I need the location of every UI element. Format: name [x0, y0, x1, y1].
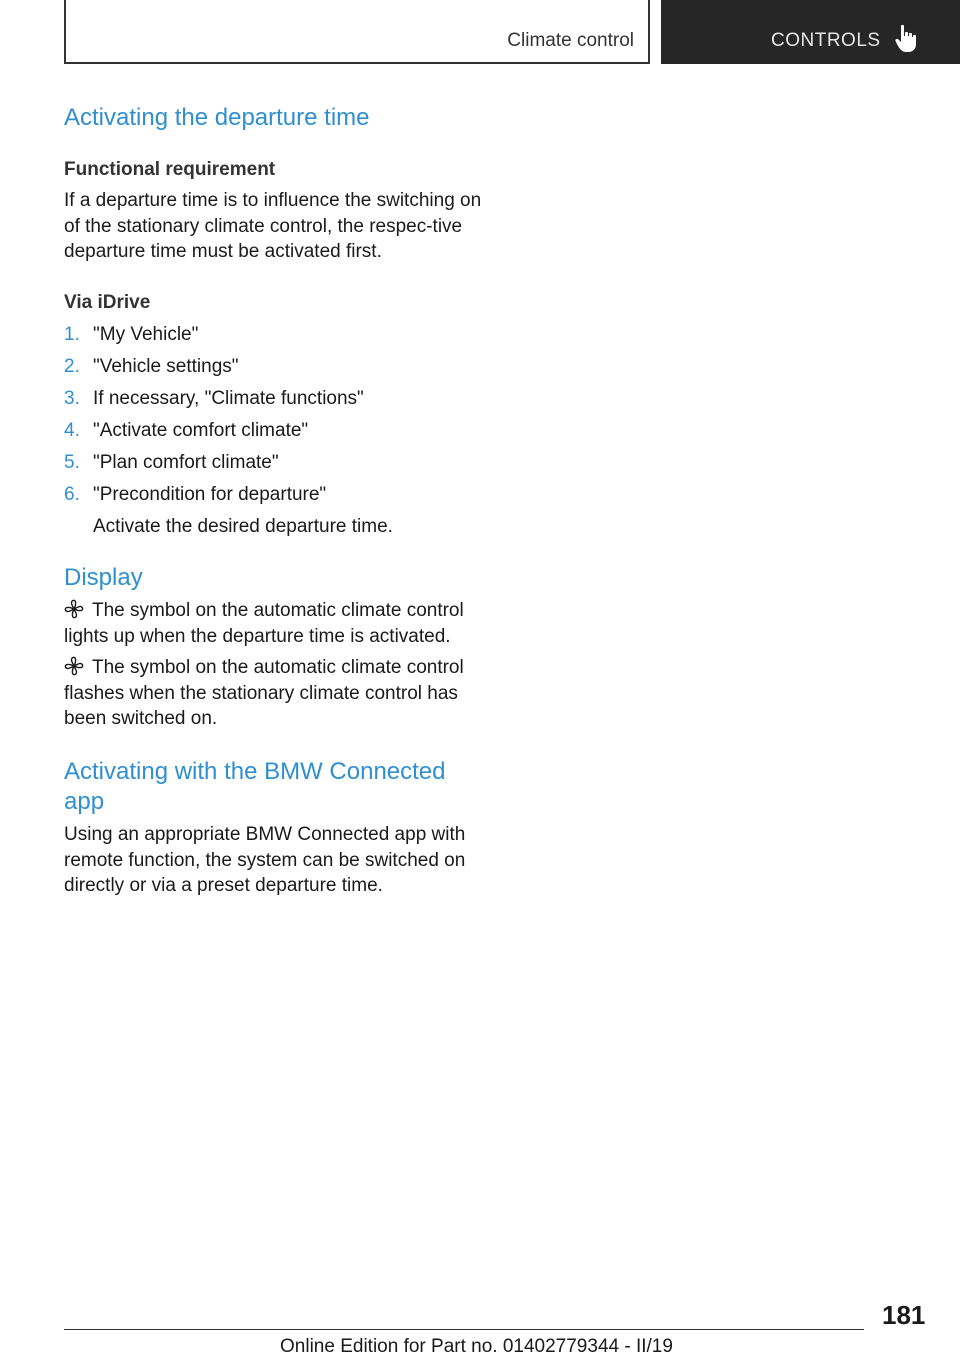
list-number: 1.: [64, 324, 80, 345]
list-text: "Plan comfort climate": [93, 452, 279, 473]
heading-display: Display: [64, 564, 143, 591]
list-number: 3.: [64, 388, 80, 409]
display-item-2: [64, 655, 484, 732]
fan-icon: [64, 656, 84, 676]
list-number: 5.: [64, 452, 80, 473]
hand-pointer-icon: [895, 24, 919, 54]
list-number: 4.: [64, 420, 80, 441]
display-item-1-text: The symbol on the automatic climate control lights up when the departure time is activated.: [64, 600, 464, 647]
list-item: [64, 482, 326, 507]
list-item: [64, 386, 364, 411]
footer-divider: [64, 1329, 864, 1330]
functional-requirement-paragraph: If a departure time is to influence the switching on of the stationary climate control, the respec‐tive departure time must be activated first.: [64, 190, 482, 262]
list-item: [64, 354, 239, 379]
display-item-2-text: The symbol on the automatic climate control flashes when the stationary climate control has been switched on.: [64, 657, 464, 729]
heading-connected-app-line2: app: [64, 788, 105, 815]
page-number: 181: [882, 1300, 926, 1330]
list-step-note: Activate the desired departure time.: [93, 516, 393, 537]
list-text: "My Vehicle": [93, 324, 199, 345]
list-item: [64, 418, 308, 443]
heading-connected-app-line1: Activating with the BMW Connected: [64, 758, 446, 785]
list-number: 2.: [64, 356, 80, 377]
display-item-1: [64, 598, 484, 649]
subheading-via-idrive: Via iDrive: [64, 292, 151, 313]
header-chapter-box: [661, 0, 960, 64]
list-text: "Vehicle settings": [93, 356, 239, 377]
fan-icon: [64, 599, 84, 619]
connected-app-paragraph: Using an appropriate BMW Connected app with remote function, the system can be switched on directly or via a preset departure time.: [64, 824, 466, 896]
list-text: If necessary, "Climate functions": [93, 388, 364, 409]
list-text: "Precondition for departure": [93, 484, 327, 505]
subheading-functional-requirement: Functional requirement: [64, 159, 276, 180]
list-number: 6.: [64, 484, 80, 505]
heading-activating-departure-time: Activating the departure time: [64, 104, 370, 131]
list-item: [64, 450, 279, 475]
header-section-title: Climate control: [507, 30, 634, 51]
header-section-box: [64, 0, 650, 64]
footer-edition: Online Edition for Part no. 01402779344 - II/19: [280, 1336, 673, 1357]
header-chapter-title: CONTROLS: [771, 30, 881, 51]
list-text: "Activate comfort climate": [93, 420, 309, 441]
list-item: [64, 322, 198, 347]
